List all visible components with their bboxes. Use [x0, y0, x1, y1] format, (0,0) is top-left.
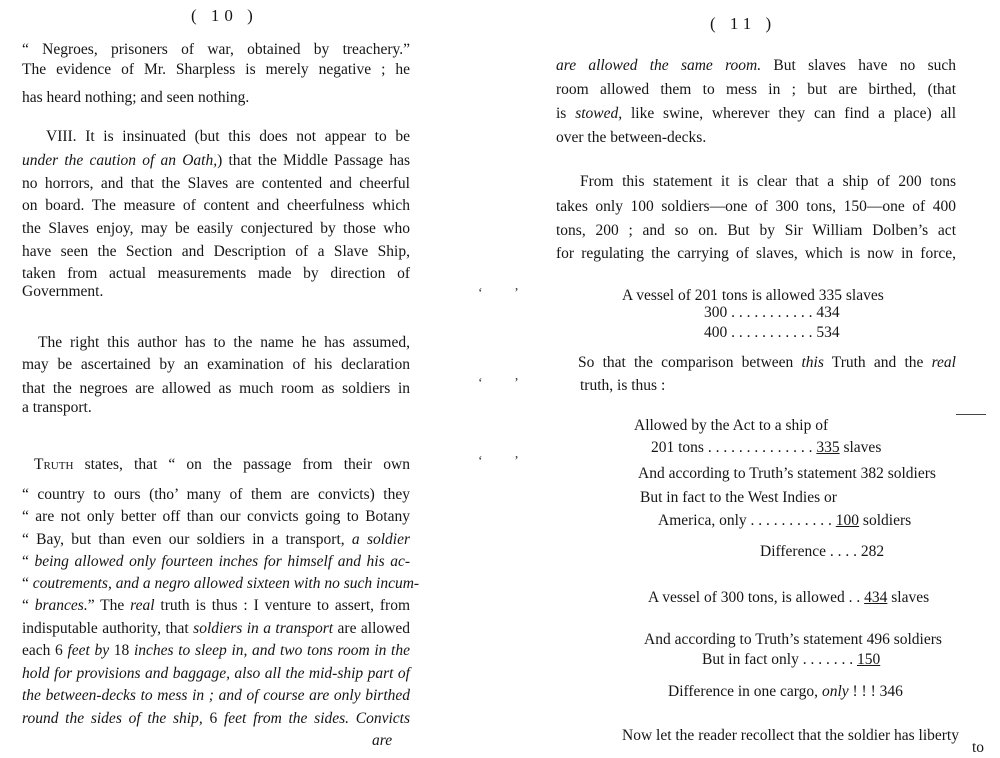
italic-phrase: stowed,: [575, 105, 623, 122]
text-span: indisputable authority, that: [22, 620, 194, 637]
table-row: A vessel of 201 tons is allowed 335 slaves: [622, 287, 884, 304]
text-span: 18: [109, 642, 134, 659]
text-line: [22, 530, 410, 550]
text-line: taken from actual measurements made by direction of: [22, 265, 410, 282]
text-line: [22, 552, 410, 572]
text-line: [648, 588, 929, 608]
text-line: tons, 200 ; and so on. But by Sir William Dolben’s act: [556, 222, 956, 239]
text-line: [22, 641, 410, 661]
text-line: that the negroes are allowed as much room as soldiers in: [22, 380, 410, 397]
margin-rule: [956, 414, 986, 415]
text-line: has heard nothing; and seen nothing.: [22, 89, 250, 106]
text-span: But slaves have no such: [761, 57, 956, 74]
text-line: for regulating the carrying of slaves, which is now in force,: [556, 245, 956, 262]
italic-phrase: round the sides of the ship,: [22, 710, 203, 727]
italic-phrase: being allowed only fourteen inches for himself and his ac-: [34, 553, 410, 570]
gutter-mark: ‘ ’: [478, 454, 533, 469]
underlined-number: 335: [816, 439, 840, 456]
left-page: [0, 0, 470, 755]
italic-phrase: Convicts: [349, 710, 411, 727]
italic-phrase: brances.: [34, 597, 88, 614]
catchword: are: [372, 732, 393, 749]
text-span: is: [556, 105, 576, 122]
text-span: are allowed: [333, 620, 410, 637]
italic-phrase: feet by: [67, 642, 110, 659]
text-line: Government.: [22, 283, 104, 300]
text-span: But in fact only . . . . . . .: [702, 651, 857, 668]
italic-phrase: are allowed the same room.: [556, 57, 762, 74]
page-number: ( 10 ): [191, 6, 258, 25]
table-row: 400 . . . . . . . . . . . 534: [704, 324, 840, 341]
text-line: the Slaves enjoy, may be easily conjectured by those who: [22, 220, 410, 237]
text-span: 6: [202, 710, 224, 727]
text-line: [658, 511, 911, 531]
table-row: 300 . . . . . . . . . . . 434: [704, 304, 840, 321]
text-line: [22, 709, 410, 729]
text-line: [22, 596, 410, 616]
underlined-number: 434: [864, 589, 888, 606]
italic-phrase: real: [130, 597, 155, 614]
gutter-mark: ‘ ’: [478, 286, 533, 301]
text-line: over the between-decks.: [556, 129, 707, 146]
text-line: the between-decks to mess in ; and of course are only birthed: [22, 687, 410, 704]
italic-phrase: real: [931, 354, 956, 371]
text-line: Now let the reader recollect that the soldier has liberty: [622, 727, 959, 744]
text-line: [22, 619, 410, 639]
text-line: “ Negroes, prisoners of war, obtained by treachery.”: [22, 41, 410, 58]
text-span: “: [22, 575, 33, 592]
text-line: “ are not only better off than our convicts going to Botany: [22, 508, 410, 525]
text-span: America, only . . . . . . . . . . .: [658, 512, 836, 529]
text-line: truth, is thus :: [580, 377, 666, 394]
text-span: So that the comparison between: [578, 354, 802, 371]
italic-phrase: coutrements, and a negro allowed sixteen with no such incum-: [32, 575, 420, 592]
text-line: The right this author has to the name he has assumed,: [38, 334, 410, 351]
text-line: hold for provisions and baggage, also all the mid-ship part of: [22, 665, 410, 682]
text-line: [578, 353, 956, 373]
text-span: slaves: [887, 589, 930, 606]
text-line: And according to Truth’s statement 382 soldiers: [638, 465, 936, 482]
text-line: “ country to ours (tho’ many of them are convicts) they: [22, 486, 410, 503]
text-span: states, that “ on the passage from their own: [73, 456, 410, 473]
text-line: room allowed them to mess in ; but are birthed, (that: [556, 81, 956, 98]
text-line: But in fact to the West Indies or: [640, 489, 837, 506]
text-span: truth is thus : I venture to assert, from: [154, 597, 411, 614]
text-line: have seen the Section and Description of a Slave Ship,: [22, 243, 410, 260]
text-span: Difference in one cargo,: [668, 683, 822, 700]
text-line: may be ascertained by an examination of his declaration: [22, 356, 410, 373]
italic-phrase: only: [821, 683, 849, 700]
underlined-number: 100: [835, 512, 860, 529]
right-page: [520, 0, 1000, 755]
text-span: ) that the Middle Passage has: [217, 152, 410, 169]
text-line: no horrors, and that the Slaves are contented and cheerful: [22, 175, 410, 192]
small-caps-word: Truth: [34, 456, 74, 473]
text-line: [702, 650, 880, 670]
text-line: on board. The measure of content and cheerfulness which: [22, 197, 410, 214]
text-span: each 6: [22, 642, 68, 659]
italic-phrase: feet from the sides.: [223, 710, 350, 727]
text-line: [556, 104, 956, 124]
text-line: [34, 455, 410, 475]
italic-phrase: this: [801, 354, 824, 371]
text-line: [556, 56, 956, 76]
text-span: “: [22, 553, 35, 570]
text-span: Truth and the: [823, 354, 932, 371]
catchword: to: [972, 739, 985, 756]
gutter-mark: ‘ ’: [478, 376, 533, 391]
text-span: “ Bay, but than even our soldiers in a transport,: [22, 531, 352, 548]
text-span: ! ! ! 346: [848, 683, 903, 700]
text-span: soldiers: [859, 512, 912, 529]
text-span: ” The: [87, 597, 131, 614]
text-span: A vessel of 300 tons, is allowed . .: [648, 589, 865, 606]
italic-phrase: soldiers in a transport: [193, 620, 334, 637]
text-line: takes only 100 soldiers—one of 300 tons, 150—one of 400: [556, 198, 956, 215]
text-line: From this statement it is clear that a ship of 200 tons: [580, 173, 956, 190]
text-line: [22, 151, 410, 171]
text-span: slaves: [839, 439, 882, 456]
text-line: [22, 574, 420, 594]
text-line: And according to Truth’s statement 496 soldiers: [644, 631, 942, 648]
text-span: “: [22, 597, 35, 614]
text-span: 201 tons . . . . . . . . . . . . . .: [651, 439, 817, 456]
text-line: [668, 682, 903, 702]
text-line: Allowed by the Act to a ship of: [634, 417, 829, 434]
page-number: ( 11 ): [710, 14, 777, 33]
text-span: like swine, wherever they can find a place) all: [622, 105, 957, 122]
underlined-number: 150: [857, 651, 881, 668]
text-line: [651, 438, 881, 458]
text-line: The evidence of Mr. Sharpless is merely negative ; he: [22, 61, 410, 78]
text-line: VIII. It is insinuated (but this does not appear to be: [46, 128, 410, 145]
italic-phrase: inches to sleep in, and two tons room in the: [133, 642, 410, 659]
italic-phrase: under the caution of an Oath,: [22, 152, 218, 169]
text-line: a transport.: [22, 399, 92, 416]
text-line: Difference . . . . 282: [760, 543, 885, 560]
italic-phrase: a soldier: [351, 531, 410, 548]
